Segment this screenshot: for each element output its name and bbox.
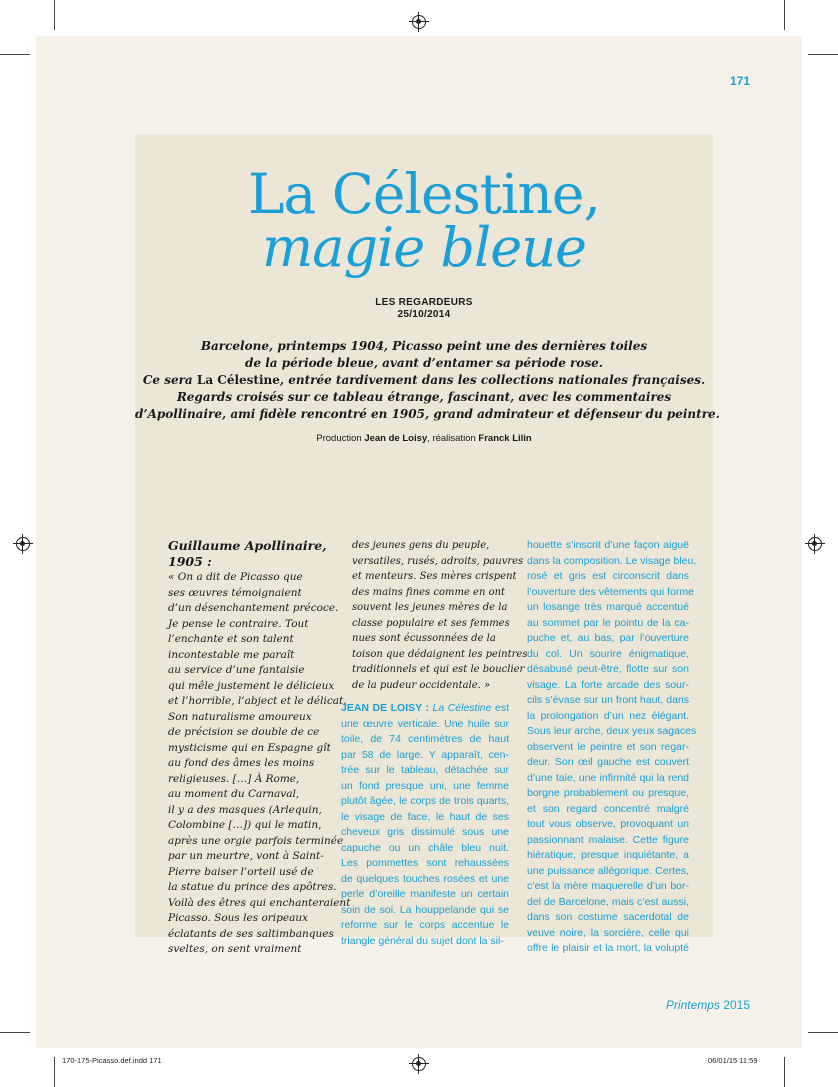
text-line: Sous leur arche, deux yeux sagaces [527,725,697,737]
text-line: la prolongation d’un nez élégant. [527,709,689,722]
issue-footer: Printemps 2015 [665,998,750,1012]
page-number: 171 [729,74,750,88]
text-line: par 58 de large. Y apparaît, cen- [341,748,509,761]
text-line: ses œuvres témoignaient [168,586,302,599]
text-line: de précision se double de ce [168,726,320,738]
text-line: tout vous observe, provoquant un [527,818,689,830]
crop-mark [0,54,30,55]
text-line: toile, de 74 centimètres de haut [341,733,509,745]
quote-author: Guillaume Apollinaire, [168,538,327,553]
text-line: « On a dit de Picasso que [168,571,303,583]
speaker-name: JEAN DE LOISY : [341,702,429,714]
text-line: religieuses. […] À Rome, [168,772,300,785]
text-line: mysticisme qui en Espagne gît [168,741,331,754]
text-line: et menteurs. Ses mères crispent [352,571,517,582]
text-line: et son regard concentré malgré [527,802,689,815]
article-intro [135,338,720,423]
article-title: La Célestine, [248,162,600,226]
text-line: del de Barcelone, mais c’est aussi, [527,895,689,908]
text-line: offre le plaisir et la mort, la volupté [527,942,689,954]
intro-line: Barcelone, printemps 1904, Picasso peint une des dernières toiles [200,339,648,353]
text-line: Les pommettes sont rehaussées [341,857,509,869]
text-line: deur. Son œil gauche est couvert [527,756,689,768]
text-line: Pierre baiser l’orteil usé de [168,865,314,878]
article-title-italic: magie bleue [262,216,586,279]
text-line: toison que dédaignent les peintres [352,648,528,660]
body-line: JEAN DE LOISY : La Célestine est [341,702,510,714]
text-line: capuche ou un châle bleu nuit. [341,841,509,854]
text-line: une puissance allégorique. Certes, [527,864,689,877]
text-line: trée sur le tableau, détachée sur [341,764,509,776]
column-1 [168,538,351,958]
text-line: des jeunes gens du peuple, [352,540,490,551]
registration-mark-icon [808,537,822,551]
text-line: perle d’oreille manifeste un certain [341,888,509,900]
text-line: incontestable me paraît [168,648,295,661]
text-line: Colombine […]) qui le matin, [168,819,322,831]
text-line: puche et, au bas, par l’ouverture [527,632,689,644]
text-line: cils s’évase sur un front haut, dans [527,694,689,706]
text-line: cheveux gris dissimulé sous une [341,826,509,838]
slug-filename: 170-175-Picasso.def.indd 171 [62,1056,162,1065]
text-line: classe populaire et ses femmes [352,617,510,629]
text-line: après une orgie parfois terminée [168,834,344,847]
intro-line: d’Apollinaire, ami fidèle rencontré en 1905, grand admirateur et défenseur du peintre. [135,407,720,421]
text-line: versatiles, rusés, adroits, pauvres [352,555,524,567]
director-name: Franck Lilin [478,433,532,444]
text-line: l’ouverture des vêtements qui forme [527,585,694,598]
text-line: désabusé peut-être, flotte sur son [527,663,689,675]
text-line: Picasso. Sous les oripeaux [168,912,309,924]
text-line: traditionnels et qui est le bouclier [352,664,525,675]
intro-line: Ce sera La Célestine, entrée tardivement dans les collections nationales françaises. [142,373,706,387]
text-line: au service d’une fantaisie [168,664,305,676]
text-line: nues sont écussonnées de la [352,633,496,644]
text-line: visage. La forte arcade des sour- [527,678,689,691]
text-line: des mains fines comme en ont [352,586,506,598]
text-line: un losange très marqué accentué [527,601,689,613]
text-line: au moment du Carnaval, [168,788,300,800]
body-text [527,538,697,957]
text-line: observent le peintre et son regar- [527,740,689,753]
text-line: du col. Un sourire énigmatique, [527,647,689,660]
text-line: au fond des âmes les moins [168,757,315,769]
section-date: 25/10/2014 [397,309,451,320]
text-line: le visage de face, le haut de ses [341,810,509,823]
registration-mark-icon [412,15,426,29]
artwork-title: La Célestine [196,373,280,387]
text-line: Je pense le contraire. Tout [168,617,309,630]
text-line: une œuvre verticale. Une huile sur [341,717,509,730]
text-line: l’enchante et son talent [168,633,294,645]
text-line: dans la composition. Le visage bleu, [527,554,697,567]
text-line: au sommet par le pointu de la ca- [527,616,689,629]
text-line: borgne probablement ou presque, [527,787,689,799]
text-line: sveltes, on sent vraiment [168,943,302,955]
registration-mark-icon [16,537,30,551]
text-line: houette s’inscrit d’une façon aiguë [527,539,689,551]
text-line: de quelques touches rosées et une [341,872,509,885]
text-line: Son naturalisme amoureux [168,710,312,723]
text-line: souvent les jeunes mères de la [352,602,508,613]
text-line: rosé et gris est circonscrit dans [527,570,689,582]
column-3 [527,538,697,957]
text-line: plutôt âgée, le corps de trois quarts, [341,795,509,807]
text-line: triangle général du sujet dont la sil- [341,934,504,947]
quote-body [168,570,351,958]
text-line: veuve noire, la sorcière, celle qui [527,926,689,939]
text-line: par un meurtre, vont à Saint- [168,850,324,862]
text-line: et l’horrible, l’abject et le délicat. [168,695,347,707]
text-line: qui mêle justement le délicieux [168,679,335,692]
crop-mark [784,0,785,30]
crop-mark [784,1057,785,1087]
text-line: éclatants de ses saltimbanques [168,927,334,940]
crop-mark [0,1032,30,1033]
text-line: hiératique, presque inquiétante, a [527,849,689,861]
text-line: Voilà des êtres qui enchanteraient [168,896,351,909]
text-line: un fond presque uni, une femme [341,779,509,792]
section-label: LES REGARDEURS [375,297,473,308]
text-line: d’une taie, une infirmité qui la rend [527,771,689,784]
body-text [341,717,509,950]
crop-mark [54,0,55,30]
text-line: il y a des masques (Arlequin, [168,803,322,816]
text-line: d’un désenchantement précoce. [168,602,339,614]
text-line: dans son costume sacerdotal de [527,911,689,923]
producer-name: Jean de Loisy [364,433,428,444]
credits: Production Jean de Loisy, réalisation Franck Lilin [316,433,532,444]
quote-year: 1905 : [168,554,212,569]
intro-line: Regards croisés sur ce tableau étrange, fascinant, avec les commentaires [176,390,672,404]
slug-timestamp: 06/01/15 11:59 [708,1056,758,1065]
crop-mark [808,1032,838,1033]
text-line: c’est la mère maquerelle d’un bor- [527,880,689,892]
crop-mark [808,54,838,55]
registration-mark-icon [412,1057,426,1071]
crop-mark [54,1057,55,1087]
text-line: soin de soi. La houppelande qui se [341,903,509,916]
text-line: la statue du prince des apôtres. [168,881,337,893]
intro-line: de la période bleue, avant d’entamer sa période rose. [245,356,603,370]
column-2 [341,538,528,949]
quote-continuation [341,538,528,693]
text-line: de la pudeur occidentale. » [352,679,491,691]
article-panel [135,134,720,955]
text-line: passionnant malaise. Cette figure [527,833,689,846]
text-line: reforme sur le corps accentue le [341,919,509,931]
